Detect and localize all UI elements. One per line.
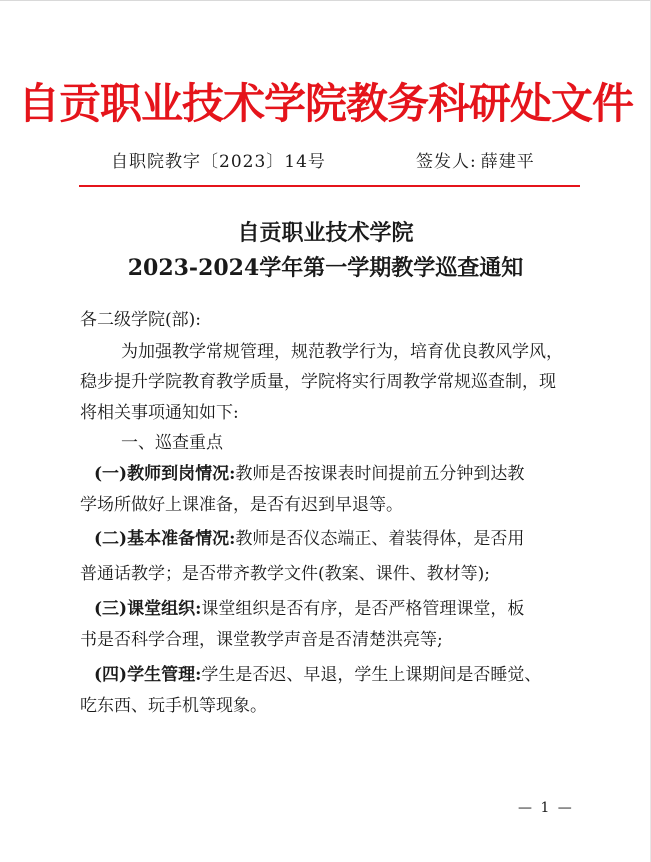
item-1-text: 教师是否按课表时间提前五分钟到达教	[235, 464, 525, 484]
item-1-first-line	[94, 462, 524, 486]
intro-line-1: 为加强教学常规管理，规范教学行为，培育优良教风学风，	[121, 342, 563, 362]
item-2-first-line	[94, 527, 524, 551]
document-number: 自职院教字〔2023〕14号	[111, 152, 326, 172]
page-number: — 1 —	[518, 800, 574, 816]
item-4-text: 学生是否迟、早退，学生上课期间是否睡觉、	[201, 665, 542, 685]
signer-block	[416, 150, 535, 174]
salutation: 各二级学院(部):	[80, 310, 201, 330]
item-1-label: (一)教师到岗情况:	[94, 464, 236, 484]
notice-title-line2: 2023-2024学年第一学期教学巡查通知	[127, 255, 524, 281]
intro-line-3: 将相关事项通知如下:	[80, 403, 239, 423]
item-3-first-line	[94, 597, 524, 621]
item-3-text: 课堂组织是否有序，是否严格管理课堂，板	[201, 599, 525, 619]
item-3-second-line: 书是否科学合理，课堂教学声音是否清楚洪亮等;	[80, 630, 443, 650]
intro-line-2: 稳步提升学院教育教学质量，学院将实行周教学常规巡查制，现	[80, 372, 556, 392]
org-header-title: 自贡职业技术学院教务科研处文件	[17, 79, 633, 128]
item-2-label: (二)基本准备情况:	[94, 529, 236, 549]
item-2-text: 教师是否仪态端正、着装得体，是否用	[235, 529, 525, 549]
page-top-edge	[0, 0, 651, 1]
item-2-second-line: 普通话教学；是否带齐教学文件(教案、课件、教材等);	[80, 564, 490, 584]
red-divider	[79, 185, 580, 187]
item-1-second-line: 学场所做好上课准备，是否有迟到早退等。	[80, 495, 403, 515]
signer-label: 签发人:	[416, 152, 477, 172]
notice-title-line1: 自贡职业技术学院	[237, 220, 414, 246]
section-heading: 一、巡查重点	[121, 433, 223, 453]
item-4-second-line: 吃东西、玩手机等现象。	[80, 696, 267, 716]
item-3-label: (三)课堂组织:	[94, 599, 202, 619]
item-4-first-line	[94, 663, 541, 687]
item-4-label: (四)学生管理:	[94, 665, 202, 685]
signer-name: 薛建平	[480, 152, 535, 172]
